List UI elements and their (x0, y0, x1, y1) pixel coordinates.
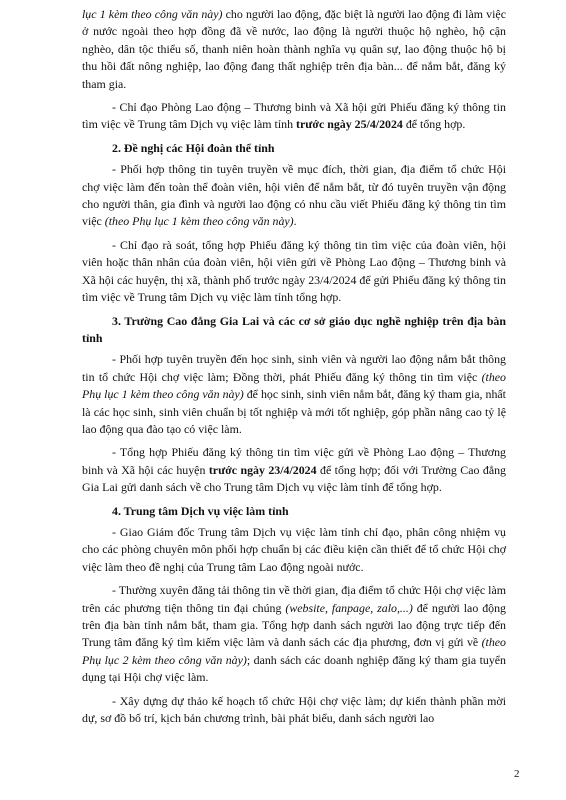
section-4-paragraph-1: - Giao Giám đốc Trung tâm Dịch vụ việc làm tỉnh chỉ đạo, phân công nhiệm vụ cho các phòng chuyên môn phối hợp chuẩn bị các điều kiện cần thiết để tổ chức Hội chợ việc làm theo đề nghị của Trung tâm Lao động ngoài nước. (82, 524, 506, 574)
chidao-paragraph (82, 99, 506, 134)
intro-text: cho người lao động, đặc biệt là người lao động đi làm việc ở nước ngoài theo hợp đồng đã về nước, lao động là người thuộc hộ nghèo, hộ cận nghèo, dân tộc thiểu số, thanh niên hoàn thành nghĩa vụ quân sự, lao động thuộc hộ bị thu hồi đất nông nghiệp, lao động đang thất nghiệp trên địa bàn... để nắm bắt, đăng ký tham gia. (82, 7, 506, 91)
s2p1-text: - Phối hợp thông tin tuyên truyền về mục đích, thời gian, địa điểm tổ chức Hội chợ việc làm đến toàn thể đoàn viên, hội viên để nắm bắt, từ đó tuyên truyền vận động cho người thân, gia đình và người lao động có nhu cầu viết Phiếu đăng ký thông tin tìm việc (82, 162, 506, 229)
s3p1-italic: (theo Phụ lục 1 kèm theo công văn này) (82, 369, 506, 402)
s4p2-mid: để người lao động trên địa bàn tỉnh nắm bắt, tham gia. Tổng hợp danh sách người lao động trực tiếp đến Trung tâm đăng ký tìm kiếm việc làm và danh sách các địa phương, đơn vị gửi về (82, 600, 506, 650)
document-body (82, 6, 506, 733)
s2p1-tail: . (293, 214, 297, 229)
section-4-paragraph-2 (82, 582, 506, 686)
section-4-paragraph-3: - Xây dựng dự thảo kế hoạch tổ chức Hội chợ việc làm; dự kiến thành phần mời dự, sơ đồ bố trí, kịch bản chương trình, bài phát biểu, danh sách người lao (82, 693, 506, 726)
s3p2-tail: để tổng hợp; đối với Trường Cao đẳng Gia Lai gửi danh sách về cho Trung tâm Dịch vụ việc làm tỉnh để tổng hợp. (82, 462, 506, 495)
s4p2-text: - Thường xuyên đăng tải thông tin về thời gian, địa điểm tổ chức Hội chợ việc làm trên các phương tiện thông tin đại chúng (82, 583, 506, 615)
intro-italic: lục 1 kèm theo công văn này) (82, 7, 223, 21)
section-2-paragraph-2: - Chỉ đạo rà soát, tổng hợp Phiếu đăng ký thông tin tìm việc của đoàn viên, hội viên hoặc thân nhân của đoàn viên, hội viên gửi về Phòng Lao động – Thương binh và Xã hội các huyện, thị xã, thành phố trước ngày 23/4/2024 để gửi Phiếu đăng ký thông tin tìm việc về Trung tâm Dịch vụ việc làm tỉnh tổng hợp. (82, 237, 506, 305)
s3p1-tail: để học sinh, sinh viên nắm bắt, đăng ký tham gia, nhất là các học sinh, sinh viên chuẩn bị tốt nghiệp và mới tốt nghiệp, góp phần nâng cao tỷ lệ lao động qua đào tạo có việc làm. (82, 387, 506, 436)
page-number: 2 (514, 768, 520, 780)
s4p2-italic-2: (theo Phụ lục 2 kèm theo công văn này) (82, 635, 506, 667)
s2p1-italic: (theo Phụ lục 1 kèm theo công văn này) (104, 214, 294, 229)
section-4-heading: 4. Trung tâm Dịch vụ việc làm tỉnh (112, 503, 289, 518)
s4p2-tail: ; danh sách các doanh nghiệp đăng ký tham gia tuyển dụng tại Hội chợ việc làm. (82, 652, 506, 685)
s3p2-text: - Tổng hợp Phiếu đăng ký thông tin tìm việc gửi về Phòng Lao động – Thương binh và Xã hội các huyện (82, 445, 506, 477)
section-3-heading: 3. Trường Cao đẳng Gia Lai và các cơ sở giáo dục nghề nghiệp trên địa bàn tỉnh (82, 313, 506, 345)
s3p1-text: - Phối hợp tuyên truyền đến học sinh, sinh viên và người lao động nắm bắt thông tin tổ chức Hội chợ việc làm; Đồng thời, phát Phiếu đăng ký thông tin tìm việc (82, 352, 506, 384)
chidao-tail: để tổng hợp. (402, 117, 466, 132)
chidao-deadline: trước ngày 25/4/2024 (296, 117, 403, 132)
section-2-paragraph-1 (82, 161, 506, 231)
s4p2-italic: (website, fanpage, zalo,...) (285, 600, 413, 615)
section-2-heading: 2. Đề nghị các Hội đoàn thể tỉnh (112, 140, 275, 155)
s3p2-deadline: trước ngày 23/4/2024 (208, 462, 317, 477)
section-3-paragraph-2 (82, 444, 506, 496)
section-3-paragraph-1 (82, 351, 506, 438)
chidao-text: - Chỉ đạo Phòng Lao động – Thương binh và Xã hội gửi Phiếu đăng ký thông tin tìm việc về Trung tâm Dịch vụ việc làm tỉnh (82, 100, 506, 132)
intro-paragraph (82, 6, 506, 93)
